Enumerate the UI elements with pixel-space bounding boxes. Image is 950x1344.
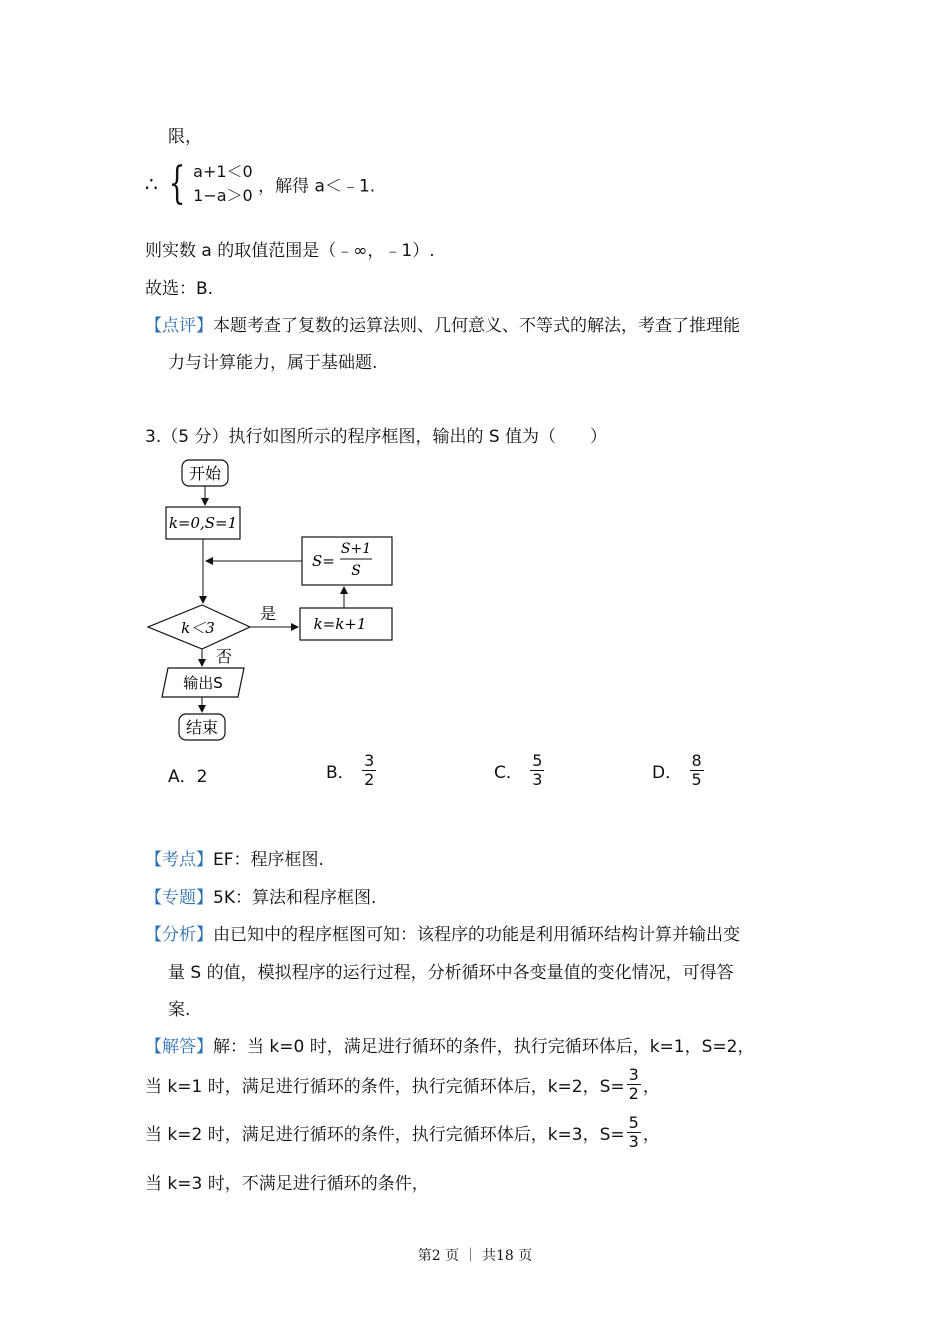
fenxi-tag: 【分析】 — [145, 925, 213, 945]
flowchart — [140, 455, 410, 760]
kaodian-text: EF：程序框图. — [213, 850, 324, 870]
system-line — [145, 160, 375, 208]
inequality-1: a+1＜0 — [193, 162, 253, 181]
flowchart-svg — [140, 455, 410, 755]
comment-tag: 【点评】 — [145, 316, 213, 336]
incr-label: k=k+1 — [313, 615, 367, 633]
fenxi-line-3: 案. — [168, 1000, 191, 1020]
option-d-label: D． — [652, 763, 683, 783]
option-d — [652, 752, 706, 789]
jieda-tag: 【解答】 — [145, 1037, 213, 1057]
option-b-label: B． — [326, 763, 355, 783]
comment-line-2: 力与计算能力，属于基础题. — [168, 353, 378, 373]
no-label: 否 — [215, 647, 233, 666]
zhuanti-tag: 【专题】 — [145, 888, 213, 908]
kaodian-line — [145, 845, 324, 870]
update-s-num: S+1 — [340, 541, 372, 557]
s-fraction-5-3: $\frac{5}{3}$ — [628, 1113, 639, 1151]
comment-text: 本题考查了复数的运算法则、几何意义、不等式的解法，考查了推理能 — [213, 316, 740, 336]
end-label: 结束 — [185, 718, 219, 737]
jieda-line-4: 当 k=3 时，不满足进行循环的条件， — [145, 1174, 429, 1194]
fenxi-line-1 — [145, 920, 740, 945]
solution-text: ，解得 a＜﹣1. — [258, 176, 376, 197]
fenxi-line-2: 量 S 的值，模拟程序的运行过程，分析循环中各变量值的变化情况，可得答 — [168, 963, 734, 983]
fenxi-text: 由已知中的程序框图可知：该程序的功能是利用循环结构计算并输出变 — [213, 925, 740, 945]
jieda-text: 解：当 k=0 时，满足进行循环的条件，执行完循环体后，k=1，S=2， — [213, 1037, 755, 1057]
update-s-lhs: S= — [312, 552, 335, 570]
inequality-2: 1−a＞0 — [193, 186, 253, 205]
zhuanti-line — [145, 883, 376, 908]
choice-line: 故选：B. — [145, 279, 214, 299]
comment-line-1 — [145, 311, 740, 336]
option-a-label: A． — [168, 767, 197, 787]
jieda-line-3: 当 k=2 时，满足进行循环的条件，执行完循环体后，k=3，S= $\frac{5}{3}$ ， — [145, 1113, 660, 1151]
s-fraction-3-2: $\frac{3}{2}$ — [628, 1065, 639, 1103]
option-c-fraction: $\frac{5}{3}$ — [532, 751, 543, 789]
jieda-line-1 — [145, 1032, 754, 1057]
kaodian-tag: 【考点】 — [145, 850, 213, 870]
option-a-value: 2 — [196, 767, 208, 787]
output-label: 输出S — [183, 674, 223, 692]
init-label: k=0,S=1 — [168, 514, 238, 532]
condition-label: k＜3 — [181, 619, 215, 637]
option-a — [168, 762, 207, 787]
option-b — [326, 752, 378, 789]
option-c-label: C． — [494, 763, 523, 783]
start-label: 开始 — [188, 464, 222, 483]
question-stem: 3.（5 分）执行如图所示的程序框图，输出的 S 值为（ ） — [145, 427, 608, 447]
option-b-fraction: $\frac{3}{2}$ — [364, 751, 375, 789]
inequality-system — [163, 160, 253, 208]
zhuanti-text: 5K：算法和程序框图. — [213, 888, 377, 908]
range-line: 则实数 a 的取值范围是（﹣∞，﹣1）. — [145, 241, 435, 261]
option-c — [494, 752, 546, 789]
update-s-den: S — [351, 563, 361, 579]
continuation-text: 限， — [168, 127, 202, 147]
jieda-line-2: 当 k=1 时，满足进行循环的条件，执行完循环体后，k=2，S= $\frac{3}{2}$ ， — [145, 1065, 660, 1103]
therefore-symbol: ∴ — [145, 172, 158, 196]
brace-icon: { — [168, 158, 186, 209]
page-footer: 第2 页 ｜ 共18 页 — [417, 1248, 533, 1264]
option-d-fraction: $\frac{8}{5}$ — [691, 751, 702, 789]
yes-label: 是 — [259, 604, 277, 623]
